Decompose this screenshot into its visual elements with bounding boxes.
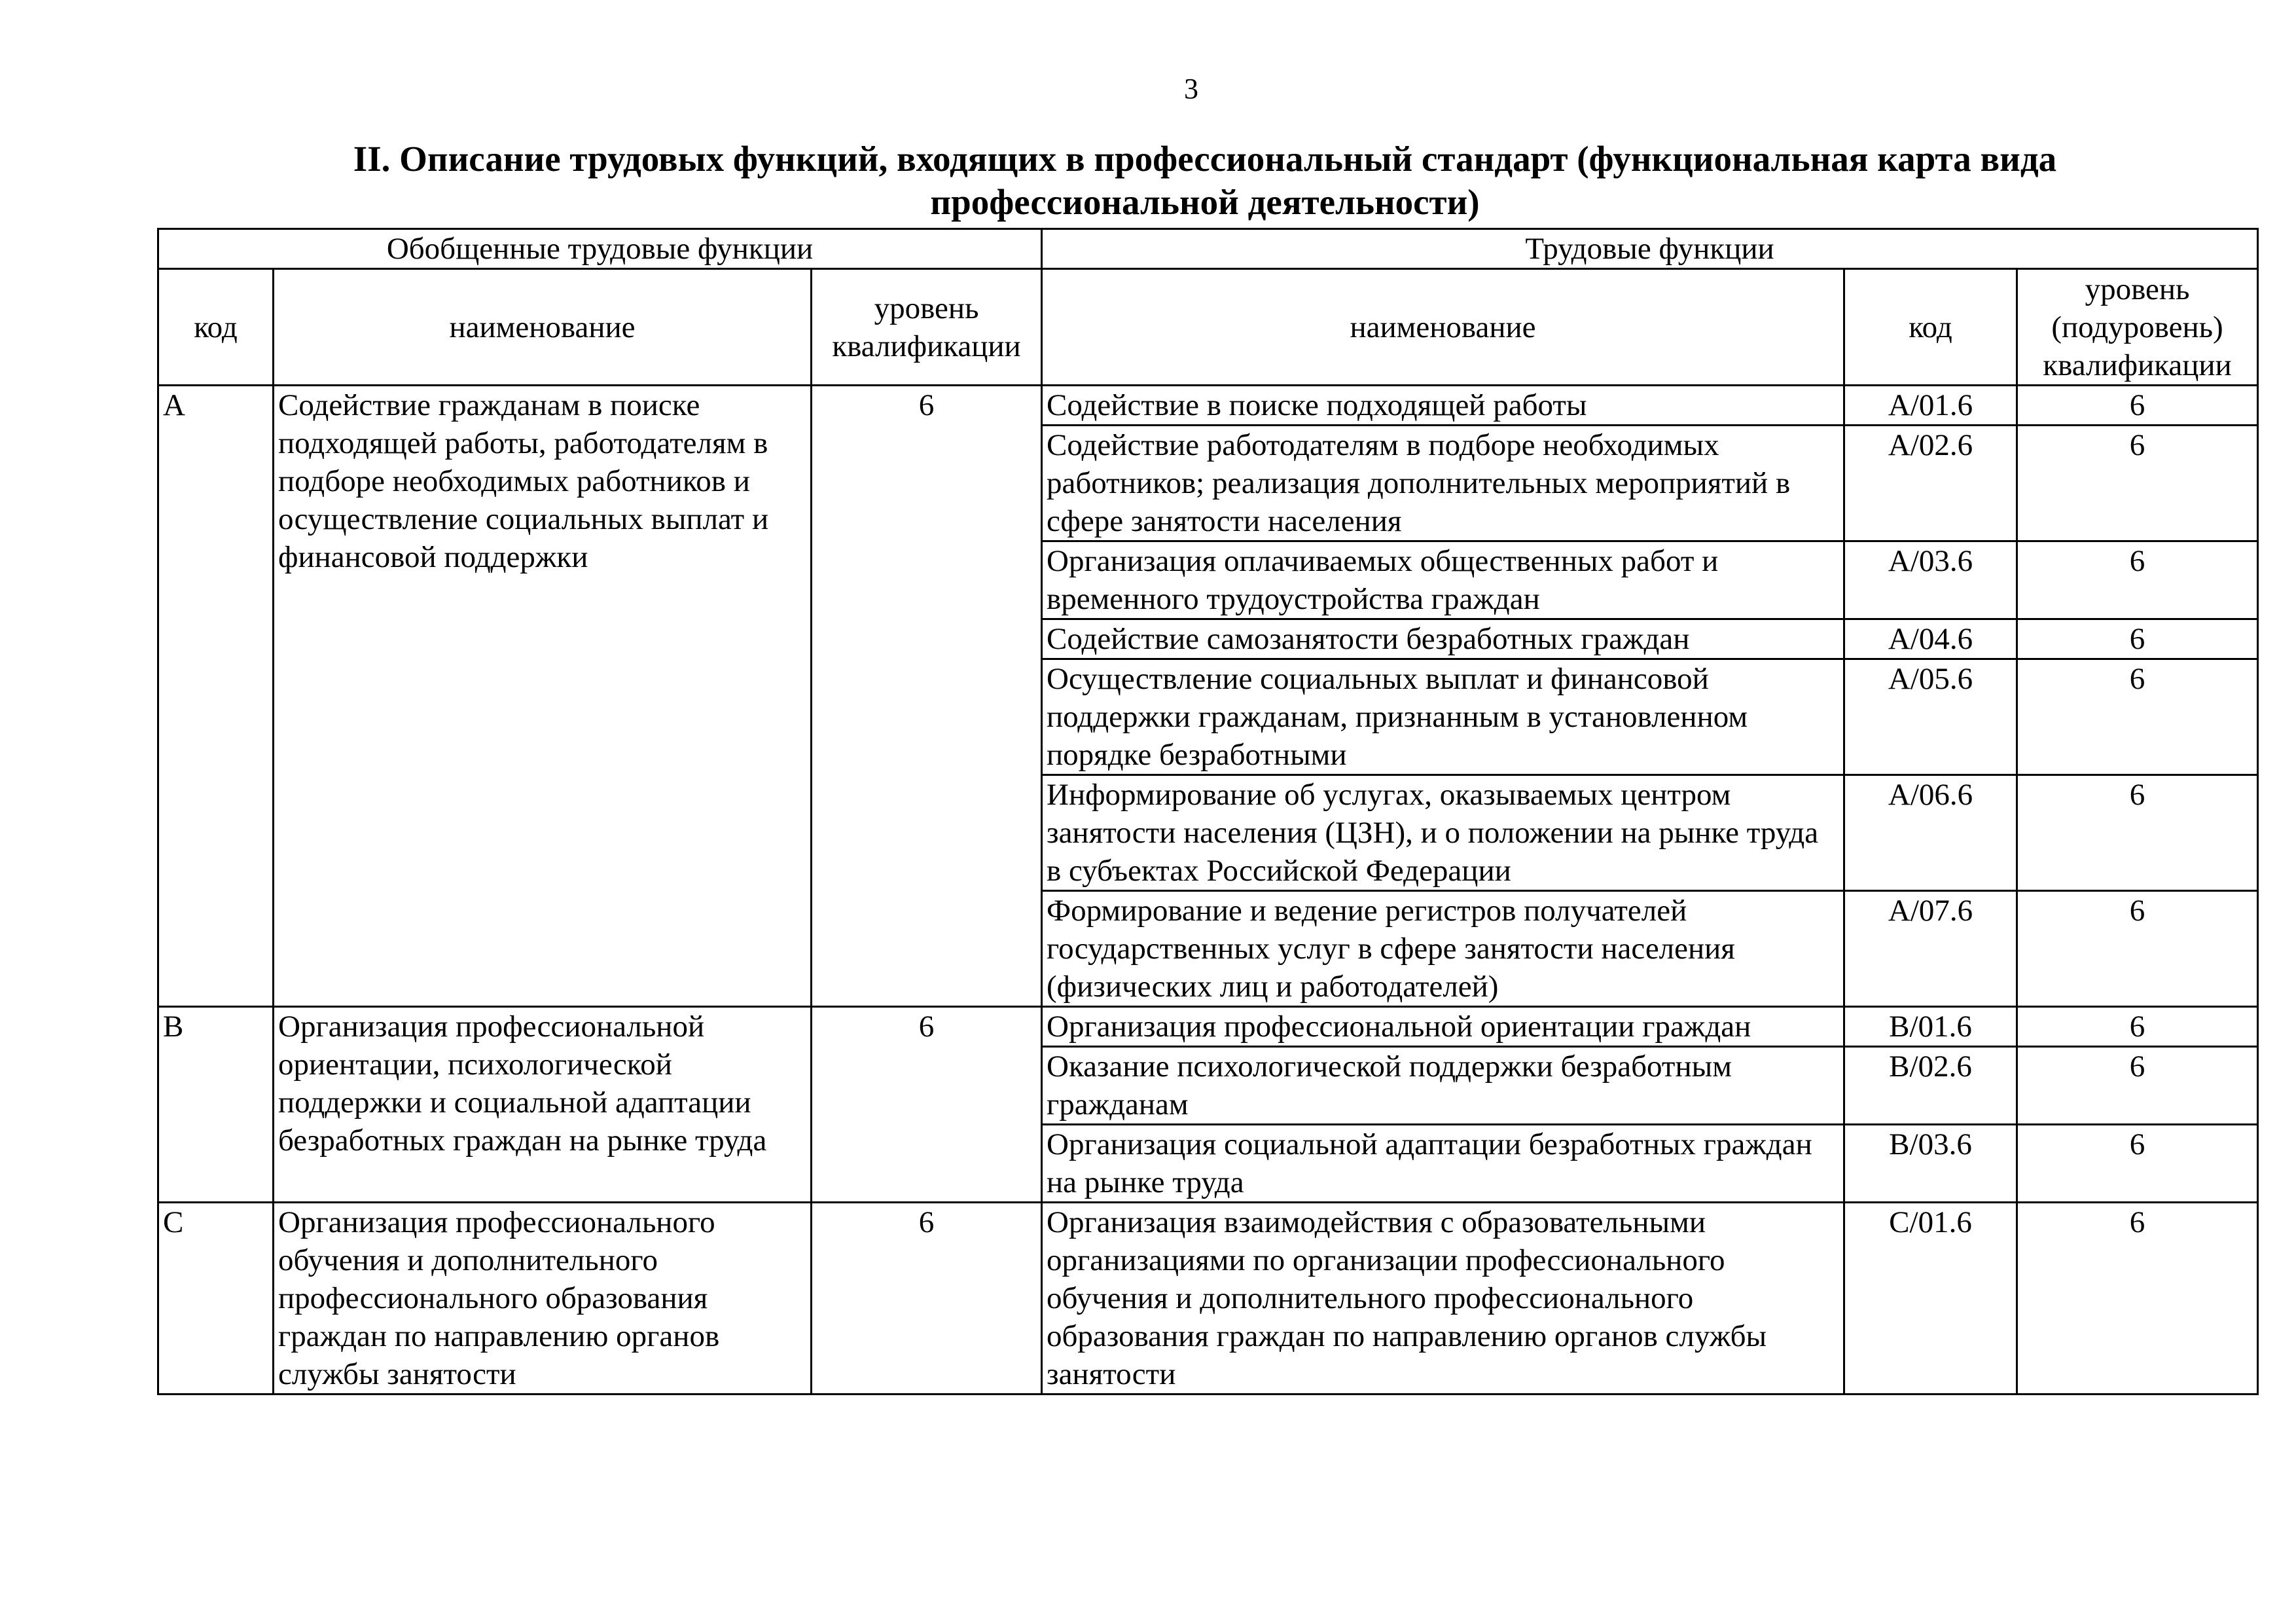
labor-function-level: 6 bbox=[2017, 659, 2258, 775]
column-header-gen-name: наименование bbox=[274, 269, 812, 386]
labor-function-name: Организация оплачиваемых общественных работ и временного трудоустройства граждан bbox=[1042, 541, 1844, 619]
labor-function-name: Содействие самозанятости безработных граждан bbox=[1042, 619, 1844, 659]
labor-function-code: B/03.6 bbox=[1844, 1125, 2017, 1203]
labor-function-level: 6 bbox=[2017, 386, 2258, 426]
column-header-gen-level: уровень квалификации bbox=[812, 269, 1042, 386]
generalized-function-name: Организация профессиональной ориентации, психологической поддержки и социальной адаптации безработных граждан на рынке труда bbox=[274, 1007, 812, 1203]
generalized-function-code: B bbox=[158, 1007, 274, 1203]
labor-function-name: Содействие работодателям в подборе необходимых работников; реализация дополнительных мероприятий в сфере занятости населения bbox=[1042, 426, 1844, 541]
labor-function-level: 6 bbox=[2017, 891, 2258, 1007]
functional-map-body bbox=[158, 386, 2258, 1395]
labor-function-level: 6 bbox=[2017, 1203, 2258, 1395]
header-labor-functions: Трудовые функции bbox=[1042, 229, 2258, 269]
section-title bbox=[154, 137, 2255, 224]
labor-function-code: A/07.6 bbox=[1844, 891, 2017, 1007]
labor-function-name: Содействие в поиске подходящей работы bbox=[1042, 386, 1844, 426]
labor-function-name: Информирование об услугах, оказываемых центром занятости населения (ЦЗН), и о положении на рынке труда в субъектах Российской Федерации bbox=[1042, 775, 1844, 891]
labor-function-code: A/01.6 bbox=[1844, 386, 2017, 426]
labor-function-code: A/04.6 bbox=[1844, 619, 2017, 659]
labor-function-level: 6 bbox=[2017, 619, 2258, 659]
labor-function-level: 6 bbox=[2017, 775, 2258, 891]
labor-function-code: A/05.6 bbox=[1844, 659, 2017, 775]
page-number: 3 bbox=[1184, 73, 1198, 105]
table-row bbox=[158, 1203, 2258, 1395]
generalized-function-name: Содействие гражданам в поиске подходящей работы, работодателям в подборе необходимых работников и осуществление социальных выплат и финансовой поддержки bbox=[274, 386, 812, 1007]
table-row bbox=[158, 1007, 2258, 1047]
functional-map-table bbox=[157, 228, 2259, 1395]
column-header-fn-level: уровень (подуровень) квалификации bbox=[2017, 269, 2258, 386]
labor-function-name: Оказание психологической поддержки безработным гражданам bbox=[1042, 1047, 1844, 1125]
column-header-gen-code: код bbox=[158, 269, 274, 386]
labor-function-name: Организация профессиональной ориентации граждан bbox=[1042, 1007, 1844, 1047]
table-row bbox=[158, 386, 2258, 426]
labor-function-code: C/01.6 bbox=[1844, 1203, 2017, 1395]
generalized-function-level: 6 bbox=[812, 1203, 1042, 1395]
labor-function-level: 6 bbox=[2017, 1125, 2258, 1203]
labor-function-level: 6 bbox=[2017, 426, 2258, 541]
labor-function-level: 6 bbox=[2017, 1047, 2258, 1125]
labor-function-code: A/03.6 bbox=[1844, 541, 2017, 619]
generalized-function-name: Организация профессионального обучения и дополнительного профессионального образования граждан по направлению органов службы занятости bbox=[274, 1203, 812, 1395]
generalized-function-code: C bbox=[158, 1203, 274, 1395]
column-header-fn-code: код bbox=[1844, 269, 2017, 386]
labor-function-level: 6 bbox=[2017, 541, 2258, 619]
generalized-function-code: A bbox=[158, 386, 274, 1007]
labor-function-level: 6 bbox=[2017, 1007, 2258, 1047]
labor-function-name: Осуществление социальных выплат и финансовой поддержки гражданам, признанным в установленном порядке безработными bbox=[1042, 659, 1844, 775]
header-generalized-functions: Обобщенные трудовые функции bbox=[158, 229, 1042, 269]
generalized-function-level: 6 bbox=[812, 386, 1042, 1007]
labor-function-code: A/02.6 bbox=[1844, 426, 2017, 541]
generalized-function-level: 6 bbox=[812, 1007, 1042, 1203]
labor-function-name: Организация взаимодействия с образовательными организациями по организации профессионального обучения и дополнительного профессионального образования граждан по направлению органов службы занятости bbox=[1042, 1203, 1844, 1395]
section-title-line-1: II. Описание трудовых функций, входящих в профессиональный стандарт (функциональная карта вида bbox=[353, 139, 2057, 179]
column-header-fn-name: наименование bbox=[1042, 269, 1844, 386]
labor-function-code: A/06.6 bbox=[1844, 775, 2017, 891]
labor-function-code: B/02.6 bbox=[1844, 1047, 2017, 1125]
labor-function-name: Организация социальной адаптации безработных граждан на рынке труда bbox=[1042, 1125, 1844, 1203]
labor-function-code: B/01.6 bbox=[1844, 1007, 2017, 1047]
labor-function-name: Формирование и ведение регистров получателей государственных услуг в сфере занятости населения (физических лиц и работодателей) bbox=[1042, 891, 1844, 1007]
section-title-line-2: профессиональной деятельности) bbox=[930, 182, 1480, 222]
